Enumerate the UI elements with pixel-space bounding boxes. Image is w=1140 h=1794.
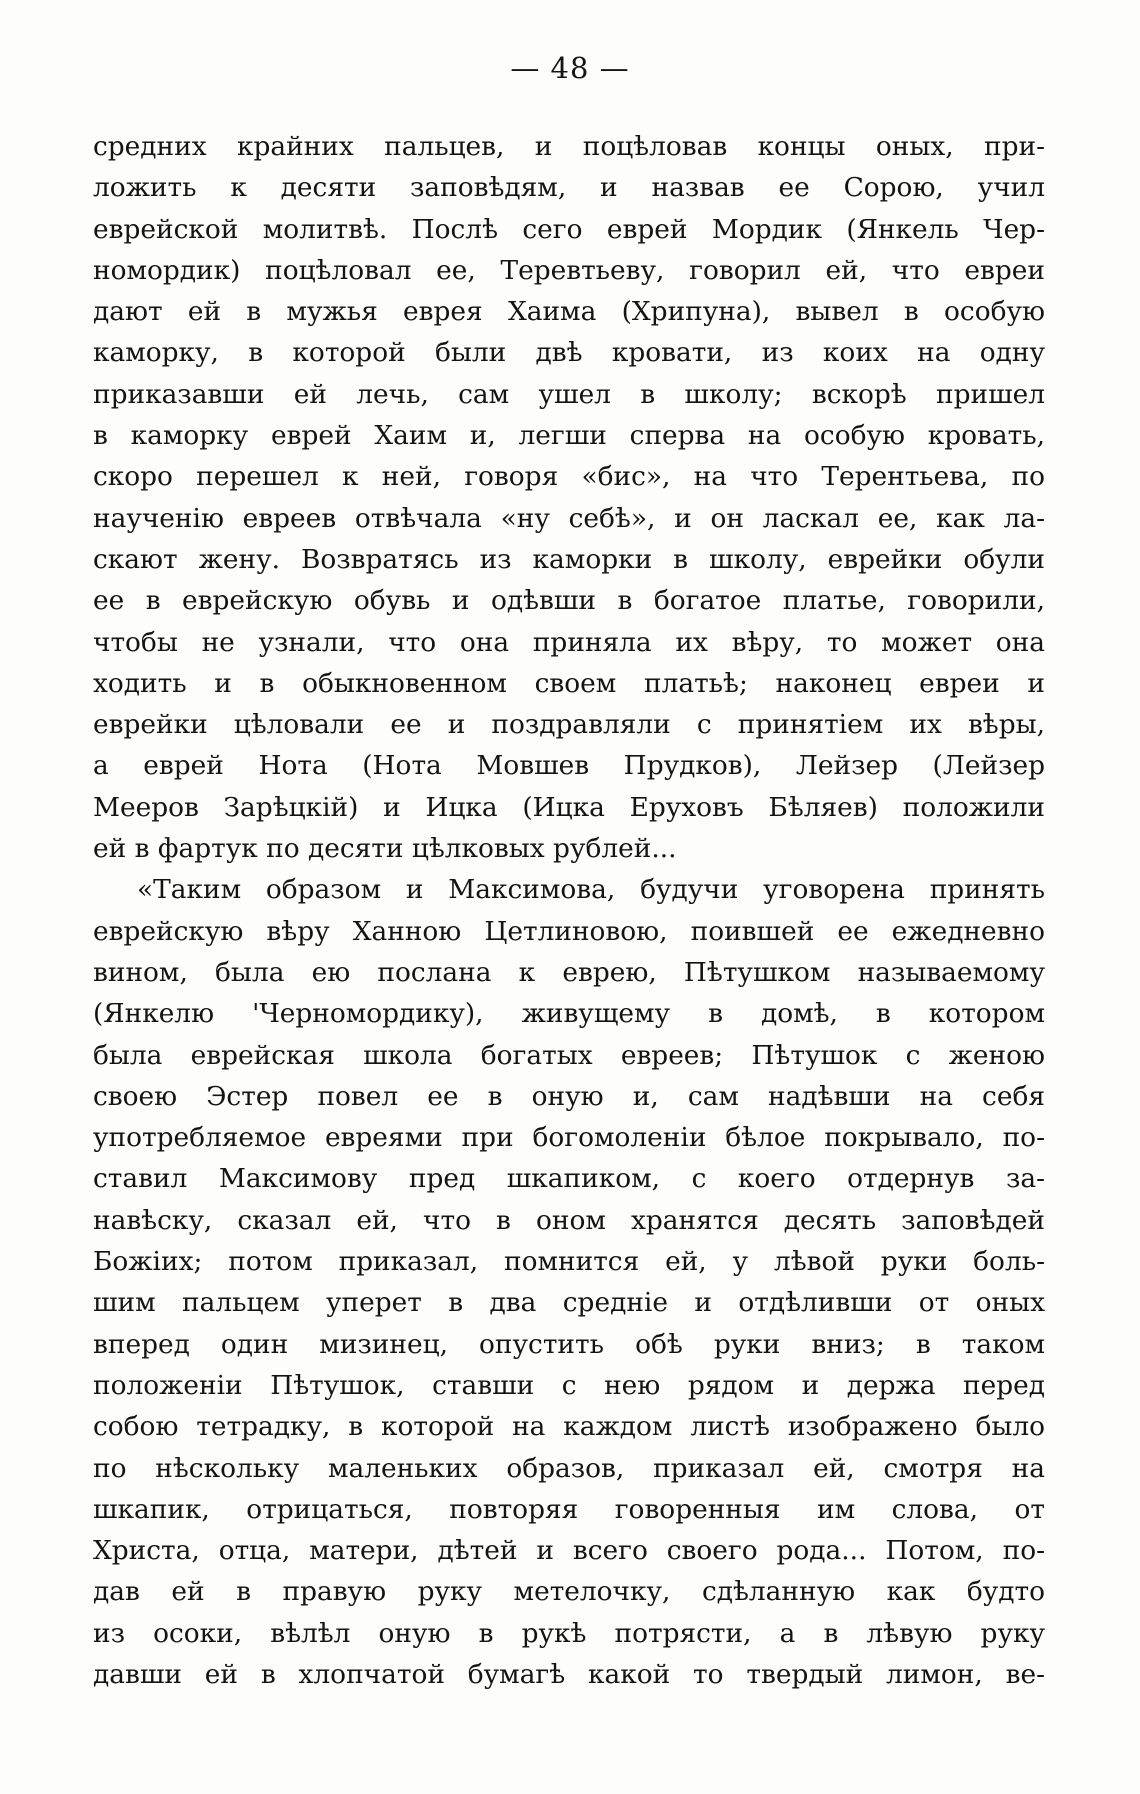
text-line: вином, была ею послана к еврею, Пѣтушком называемому — [93, 956, 1045, 988]
text-line: употребляемое евреями при богомоленіи бѣлое покрывало, по- — [93, 1122, 1045, 1154]
text-line: (Янкелю 'Черномордику), живущему в домѣ, в котором — [93, 998, 1045, 1030]
body-text — [93, 126, 1045, 1695]
text-line: еврейки цѣловали ее и поздравляли с принятіем их вѣры, — [93, 709, 1045, 741]
text-line: вперед один мизинец, опустить обѣ руки вниз; в таком — [93, 1328, 1045, 1360]
paragraph — [93, 126, 1045, 869]
text-line: еврейской молитвѣ. Послѣ сего еврей Мордик (Янкель Чер- — [93, 213, 1045, 245]
text-line: по нѣскольку маленьких образов, приказал ей, смотря на — [93, 1452, 1045, 1484]
text-line: средних крайних пальцев, и поцѣловав концы оных, при- — [93, 131, 1045, 162]
text-line: а еврей Нота (Нота Мовшев Прудков), Лейзер (Лейзер — [93, 750, 1045, 782]
text-line: ей в фартук по десяти цѣлковых рублей... — [93, 833, 677, 865]
text-line: собою тетрадку, в которой на каждом листѣ изображено было — [93, 1411, 1045, 1443]
page-number: — 48 — — [510, 51, 630, 85]
text-line: скоро перешел к ней, говоря «бис», на что Терентьева, по — [93, 461, 1045, 493]
text-line: каморку, в которой были двѣ кровати, из коих на одну — [93, 337, 1045, 369]
text-line: была еврейская школа богатых евреев; Пѣтушок с женою — [93, 1039, 1045, 1071]
text-line: своею Эстер повел ее в оную и, сам надѣвши на себя — [93, 1080, 1045, 1112]
text-line: скают жену. Возвратясь из каморки в школу, еврейки обули — [93, 543, 1045, 575]
text-line: «Таким образом и Максимова, будучи уговорена принять — [137, 874, 1045, 906]
text-line: номордик) поцѣловал ее, Теревтьеву, говорил ей, что евреи — [93, 254, 1045, 286]
text-line: шкапик, отрицаться, повторяя говоренныя им слова, от — [93, 1493, 1045, 1525]
text-line: ставил Максимову пред шкапиком, с коего отдернув за- — [93, 1163, 1045, 1195]
text-line: дав ей в правую руку метелочку, сдѣланную как будто — [93, 1576, 1045, 1608]
text-line: в каморку еврей Хаим и, легши сперва на особую кровать, — [93, 420, 1045, 452]
text-line: дают ей в мужья еврея Хаима (Хрипуна), вывел в особую — [93, 296, 1045, 328]
text-line: шим пальцем уперет в два средніе и отдѣливши от оных — [93, 1287, 1045, 1319]
text-line: ее в еврейскую обувь и одѣвши в богатое платье, говорили, — [93, 585, 1045, 617]
text-line: наученію евреев отвѣчала «ну себѣ», и он ласкал ее, как ла- — [93, 502, 1045, 534]
paragraph — [93, 869, 1045, 1695]
text-line: положеніи Пѣтушок, ставши с нею рядом и держа перед — [93, 1369, 1045, 1401]
text-line: навѣску, сказал ей, что в оном хранятся десять заповѣдей — [93, 1204, 1045, 1236]
text-line: Мееров Зарѣцкій) и Ицка (Ицка Еруховъ Бѣляев) положили — [93, 791, 1045, 823]
text-line: ложить к десяти заповѣдям, и назвав ее Сорою, учил — [93, 172, 1045, 204]
text-line: чтобы не узнали, что она приняла их вѣру, то может она — [93, 626, 1045, 658]
text-line: давши ей в хлопчатой бумагѣ какой то твердый лимон, ве- — [93, 1658, 1045, 1690]
text-line: из осоки, вѣлѣл оную в рукѣ потрясти, а в лѣвую руку — [93, 1617, 1045, 1649]
text-line: Христа, отца, матери, дѣтей и всего своего рода... Потом, по- — [93, 1535, 1045, 1567]
text-line: ходить и в обыкновенном своем платьѣ; наконец евреи и — [93, 667, 1045, 699]
text-line: Божіих; потом приказал, помнится ей, у лѣвой руки боль- — [93, 1246, 1045, 1278]
text-line: приказавши ей лечь, сам ушел в школу; вскорѣ пришел — [93, 378, 1045, 410]
text-line: еврейскую вѣру Ханною Цетлиновою, поившей ее ежедневно — [93, 915, 1045, 947]
